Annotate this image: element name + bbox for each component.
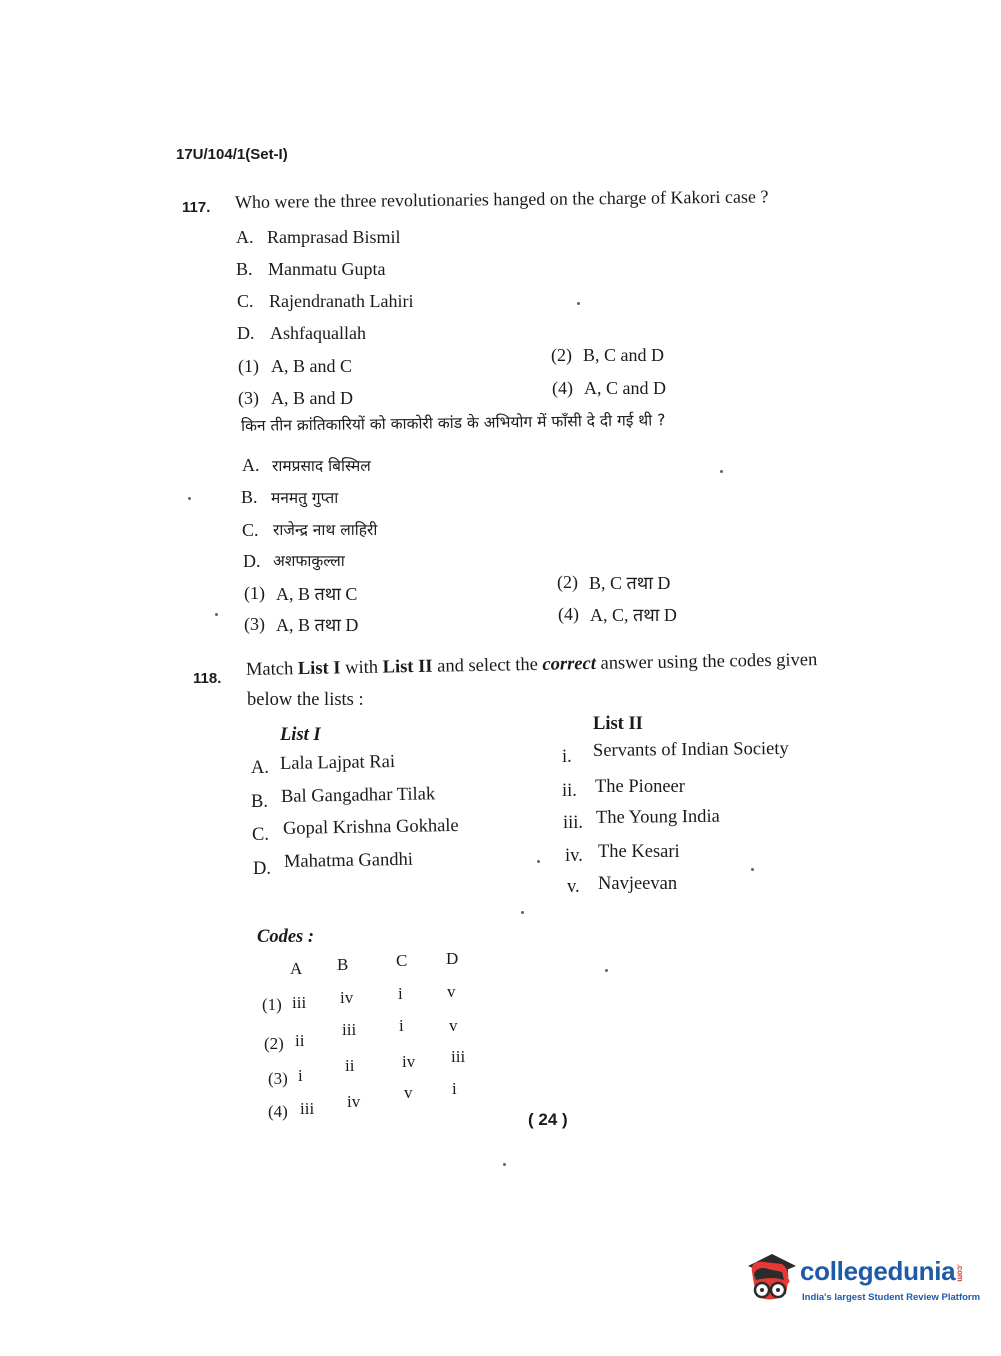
code-value: iv — [347, 1092, 361, 1111]
item-text: अशफाकुल्ला — [273, 552, 345, 570]
code-value: iii — [300, 1099, 315, 1118]
item-key: B. — [241, 487, 258, 507]
scan-speck — [537, 860, 540, 863]
scan-speck — [605, 969, 608, 972]
list2-item: Servants of Indian Society — [592, 738, 789, 761]
item-key: D. — [243, 551, 261, 571]
collegedunia-logo — [742, 1250, 981, 1312]
code-key: (2) — [264, 1034, 284, 1053]
list1-heading: List I — [280, 725, 321, 745]
option-text: A, C and D — [584, 378, 666, 398]
code-value: i — [399, 1016, 404, 1035]
logo-tagline: India's largest Student Review Platform — [802, 1292, 981, 1303]
codes-header: A — [290, 959, 303, 978]
text-emphasis: List II — [382, 656, 433, 678]
text-emphasis: List I — [297, 658, 341, 680]
option-key: (4) — [552, 378, 573, 398]
item-key: A. — [236, 227, 254, 247]
option-text: A, B तथा C — [276, 584, 358, 604]
list2-item: Navjeevan — [598, 874, 678, 894]
list1-key: B. — [251, 792, 268, 812]
option-text: A, C, तथा D — [590, 605, 677, 625]
logo-brand: collegedunia — [800, 1256, 956, 1286]
list2-item: The Young India — [595, 806, 720, 828]
item-text: मनमतु गुप्ता — [271, 489, 339, 507]
item-text: Manmatu Gupta — [268, 259, 386, 279]
scan-speck — [188, 497, 191, 500]
code-value: i — [398, 984, 403, 1003]
list1-key: C. — [252, 825, 269, 845]
list2-key: i. — [562, 747, 572, 767]
codes-header: D — [446, 949, 459, 968]
text-part: answer using the codes given — [595, 650, 818, 674]
question-number: 118. — [193, 670, 222, 687]
code-key: (1) — [262, 995, 282, 1014]
option-text: A, B and D — [271, 388, 353, 408]
code-key: (4) — [268, 1102, 288, 1121]
list1-key: D. — [253, 859, 271, 879]
item-text: राजेन्द्र नाथ लाहिरी — [273, 521, 378, 539]
paper-code: 17U/104/1(Set-I) — [176, 146, 288, 163]
code-value: v — [447, 982, 456, 1001]
item-key: C. — [242, 520, 259, 540]
option-key: (1) — [244, 583, 265, 603]
scan-speck — [751, 868, 754, 871]
option-text: A, B and C — [271, 356, 352, 376]
option-key: (1) — [238, 356, 259, 376]
code-value: v — [449, 1016, 458, 1035]
scan-speck — [215, 613, 218, 616]
text-part: and select the — [432, 654, 543, 677]
list1-item: Lala Lajpat Rai — [279, 751, 396, 774]
item-key: A. — [242, 455, 260, 475]
item-key: D. — [237, 323, 255, 343]
scan-speck — [521, 911, 524, 914]
item-key: B. — [236, 259, 253, 279]
option-key: (3) — [238, 388, 259, 408]
list2-key: iii. — [563, 813, 584, 833]
item-text: Ramprasad Bismil — [267, 227, 401, 247]
option-key: (4) — [558, 604, 579, 624]
option-key: (2) — [551, 345, 572, 365]
code-value: v — [404, 1083, 413, 1102]
code-key: (3) — [268, 1069, 288, 1088]
list2-item: The Kesari — [598, 842, 680, 862]
code-value: i — [298, 1066, 303, 1085]
list2-heading: List II — [593, 714, 643, 734]
option-text: A, B तथा D — [276, 615, 359, 635]
page-number: ( 24 ) — [528, 1110, 568, 1129]
scan-speck — [577, 302, 580, 305]
list1-item: Bal Gangadhar Tilak — [280, 784, 436, 807]
list1-item: Gopal Krishna Gokhale — [282, 815, 459, 839]
option-key: (3) — [244, 614, 265, 634]
question-text-en: Who were the three revolutionaries hanged on the charge of Kakori case ? — [234, 186, 769, 212]
codes-header: C — [396, 951, 408, 970]
code-value: ii — [345, 1056, 355, 1075]
code-value: iii — [292, 993, 307, 1012]
code-value: iv — [340, 988, 354, 1007]
code-value: iii — [451, 1047, 466, 1066]
code-value: ii — [295, 1031, 305, 1050]
scan-speck — [720, 470, 723, 473]
option-key: (2) — [557, 572, 578, 592]
logo-wordmark — [800, 1256, 964, 1287]
question-text — [246, 650, 818, 681]
mascot-icon — [742, 1250, 800, 1312]
question-number: 117. — [182, 199, 211, 216]
codes-label: Codes : — [257, 927, 315, 947]
item-text: Ashfaquallah — [270, 323, 366, 343]
codes-header: B — [337, 955, 349, 974]
scan-speck — [503, 1163, 506, 1166]
list2-item: The Pioneer — [595, 777, 685, 797]
code-value: iv — [402, 1052, 416, 1071]
list1-key: A. — [251, 758, 269, 778]
text-part: with — [340, 657, 383, 679]
option-text: B, C and D — [583, 345, 664, 365]
code-value: i — [452, 1079, 457, 1098]
question-text-line2: below the lists : — [247, 690, 364, 710]
list2-key: iv. — [565, 846, 583, 866]
list2-key: ii. — [562, 781, 577, 801]
item-text: Rajendranath Lahiri — [269, 291, 414, 311]
logo-suffix: .com — [955, 1264, 965, 1282]
text-part: Match — [245, 659, 299, 680]
text-emphasis: correct — [542, 653, 597, 675]
question-text-hi: किन तीन क्रांतिकारियों को काकोरी कांड के अभियोग में फाँसी दे दी गई थी ? — [240, 411, 666, 435]
code-value: iii — [342, 1020, 357, 1039]
list1-item: Mahatma Gandhi — [283, 849, 414, 872]
item-text: रामप्रसाद बिस्मिल — [272, 457, 371, 475]
list2-key: v. — [567, 877, 580, 897]
option-text: B, C तथा D — [589, 573, 671, 593]
item-key: C. — [237, 291, 254, 311]
